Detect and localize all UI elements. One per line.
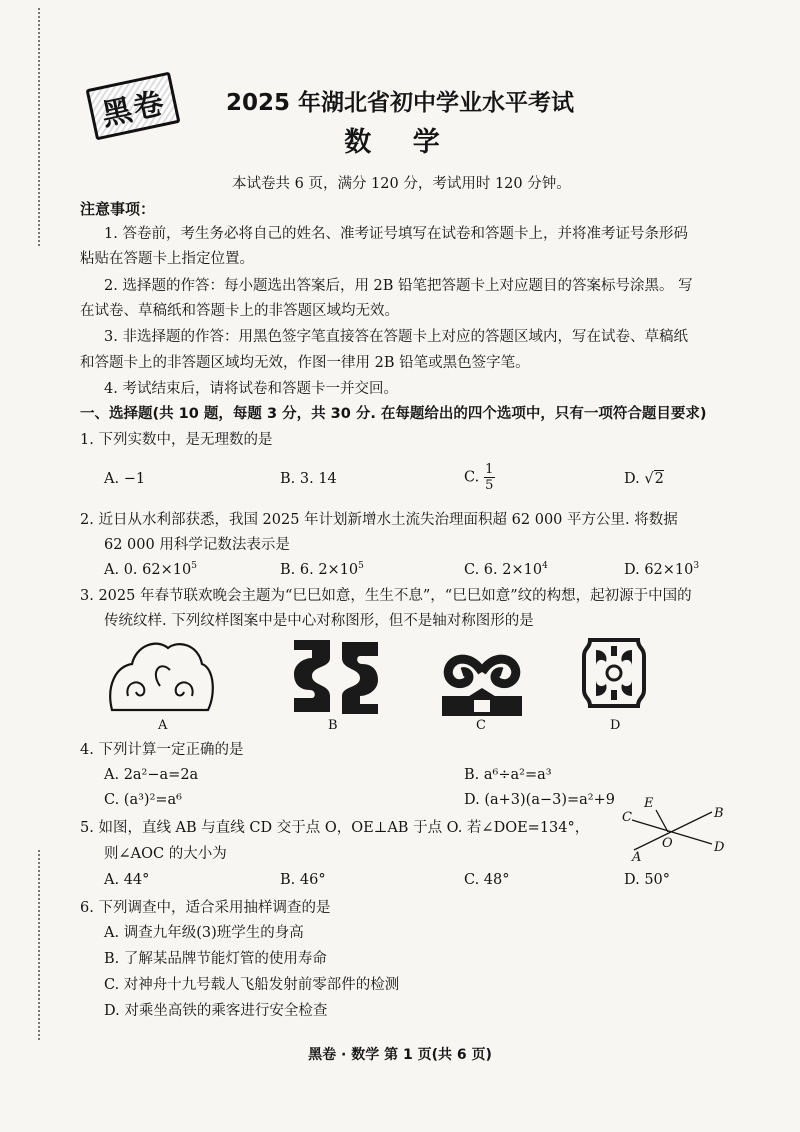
q1-option-c-prefix: C. xyxy=(464,469,480,486)
q5-option-c: C. 48° xyxy=(464,872,510,888)
note-line-1: 1. 答卷前，考生务必将自己的姓名、准考证号填写在试卷和答题卡上，并将准考证号条形码 xyxy=(104,226,688,242)
pattern-label-b: B xyxy=(328,718,338,733)
pattern-b-figure xyxy=(290,636,382,718)
note-line-5: 3. 非选择题的作答：用黑色签字笔直接答在答题卡上对应的答题区域内，写在试卷、草稿纸 xyxy=(104,329,688,345)
q5-option-a: A. 44° xyxy=(104,872,150,888)
q5-point-b-label: B xyxy=(714,806,724,821)
q2-stem-line-1: 2. 近日从水利部获悉，我国 2025 年计划新增水土流失治理面积超 62 000 平方公里. 将数据 xyxy=(80,512,678,528)
q1-option-c xyxy=(464,462,495,493)
note-line-2: 粘贴在答题卡上指定位置。 xyxy=(80,251,254,267)
q3-stem-line-2: 传统纹样. 下列纹样图案中是中心对称图形，但不是轴对称图形的是 xyxy=(104,613,534,629)
q4-option-c: C. (a³)²=a⁶ xyxy=(104,792,182,808)
q6-option-b: B. 了解某品牌节能灯管的使用寿命 xyxy=(104,951,327,967)
exam-title: 2025 年湖北省初中学业水平考试 xyxy=(225,90,575,116)
q2-option-a xyxy=(104,561,197,579)
note-line-4: 在试卷、草稿纸和答题卡上的非答题区域均无效。 xyxy=(80,303,399,319)
q5-point-d-label: D xyxy=(714,840,725,855)
q2-option-c xyxy=(464,561,548,579)
q5-point-e-label: E xyxy=(644,796,654,811)
q6-option-c: C. 对神舟十九号载人飞船发射前零部件的检测 xyxy=(104,977,400,993)
q2-option-b-base: B. 6. 2×10 xyxy=(280,562,359,578)
pattern-label-c: C xyxy=(476,718,486,733)
q1-option-c-fraction xyxy=(484,462,495,493)
exam-intro: 本试卷共 6 页，满分 120 分，考试用时 120 分钟。 xyxy=(232,176,571,192)
q2-option-a-exponent: 5 xyxy=(191,561,197,571)
black-paper-stamp: 黑卷 xyxy=(86,72,181,141)
pattern-label-a: A xyxy=(158,718,168,733)
page-footer: 黑卷 · 数学 第 1 页(共 6 页) xyxy=(308,1047,492,1063)
note-line-3: 2. 选择题的作答：每小题选出答案后，用 2B 铅笔把答题卡上对应题目的答案标号涂黑。 写 xyxy=(104,278,693,294)
q2-stem-line-2: 62 000 用科学记数法表示是 xyxy=(104,537,290,553)
q1-option-b: B. 3. 14 xyxy=(280,471,337,487)
q1-fraction-numerator: 1 xyxy=(485,462,494,477)
q6-option-a: A. 调查九年级(3)班学生的身高 xyxy=(104,925,304,941)
q5-option-b: B. 46° xyxy=(280,872,326,888)
q1-fraction-denominator: 5 xyxy=(485,478,494,493)
q1-stem: 1. 下列实数中，是无理数的是 xyxy=(80,432,273,448)
q1-option-d-prefix: D. xyxy=(624,471,640,487)
q2-option-c-exponent: 4 xyxy=(542,561,548,571)
q5-stem-line-2: 则∠AOC 的大小为 xyxy=(104,846,227,862)
q2-option-d xyxy=(624,561,699,579)
pattern-label-d: D xyxy=(610,718,621,733)
section-heading: 一、选择题(共 10 题，每题 3 分，共 30 分. 在每题给出的四个选项中，只有一项符合题目要求) xyxy=(80,406,707,422)
pattern-c-figure xyxy=(436,636,528,718)
sqrt-icon: √ xyxy=(644,471,654,487)
q5-point-a-label: A xyxy=(632,850,642,865)
q4-stem: 4. 下列计算一定正确的是 xyxy=(80,742,244,758)
notes-heading: 注意事项： xyxy=(80,200,156,218)
binding-margin-bottom xyxy=(38,850,42,1040)
q3-stem-line-1: 3. 2025 年春节联欢晚会主题为“巳巳如意，生生不息”，“巳巳如意”纹的构想，起初源于中国的 xyxy=(80,588,692,604)
q4-option-d: D. (a+3)(a−3)=a²+9 xyxy=(464,792,615,808)
q5-point-c-label: C xyxy=(622,810,632,825)
q5-point-o-label: O xyxy=(662,836,673,851)
subject-title: 数 学 xyxy=(344,127,456,158)
note-line-6: 和答题卡上的非答题区域均无效，作图一律用 2B 铅笔或黑色签字笔。 xyxy=(80,355,530,371)
q1-option-d-radicand: 2 xyxy=(654,471,664,487)
pattern-a-cloud-figure xyxy=(104,636,216,716)
q6-option-d: D. 对乘坐高铁的乘客进行安全检查 xyxy=(104,1003,328,1019)
q1-option-d xyxy=(624,470,664,488)
q4-option-a: A. 2a²−a=2a xyxy=(104,767,199,783)
q5-stem-line-1: 5. 如图，直线 AB 与直线 CD 交于点 O，OE⊥AB 于点 O. 若∠DOE=134°， xyxy=(80,820,590,836)
q2-option-d-base: D. 62×10 xyxy=(624,562,694,578)
q1-option-a: A. −1 xyxy=(104,471,146,487)
q2-option-a-base: A. 0. 62×10 xyxy=(104,562,192,578)
q2-option-c-base: C. 6. 2×10 xyxy=(464,562,543,578)
q2-option-b-exponent: 5 xyxy=(358,561,364,571)
q4-option-b: B. a⁶÷a²=a³ xyxy=(464,767,552,783)
q5-option-d: D. 50° xyxy=(624,872,671,888)
q6-stem: 6. 下列调查中，适合采用抽样调查的是 xyxy=(80,900,331,916)
q2-option-d-exponent: 3 xyxy=(693,561,700,571)
note-line-7: 4. 考试结束后，请将试卷和答题卡一并交回。 xyxy=(104,381,398,397)
pattern-d-figure xyxy=(582,638,646,708)
q2-option-b xyxy=(280,561,364,579)
